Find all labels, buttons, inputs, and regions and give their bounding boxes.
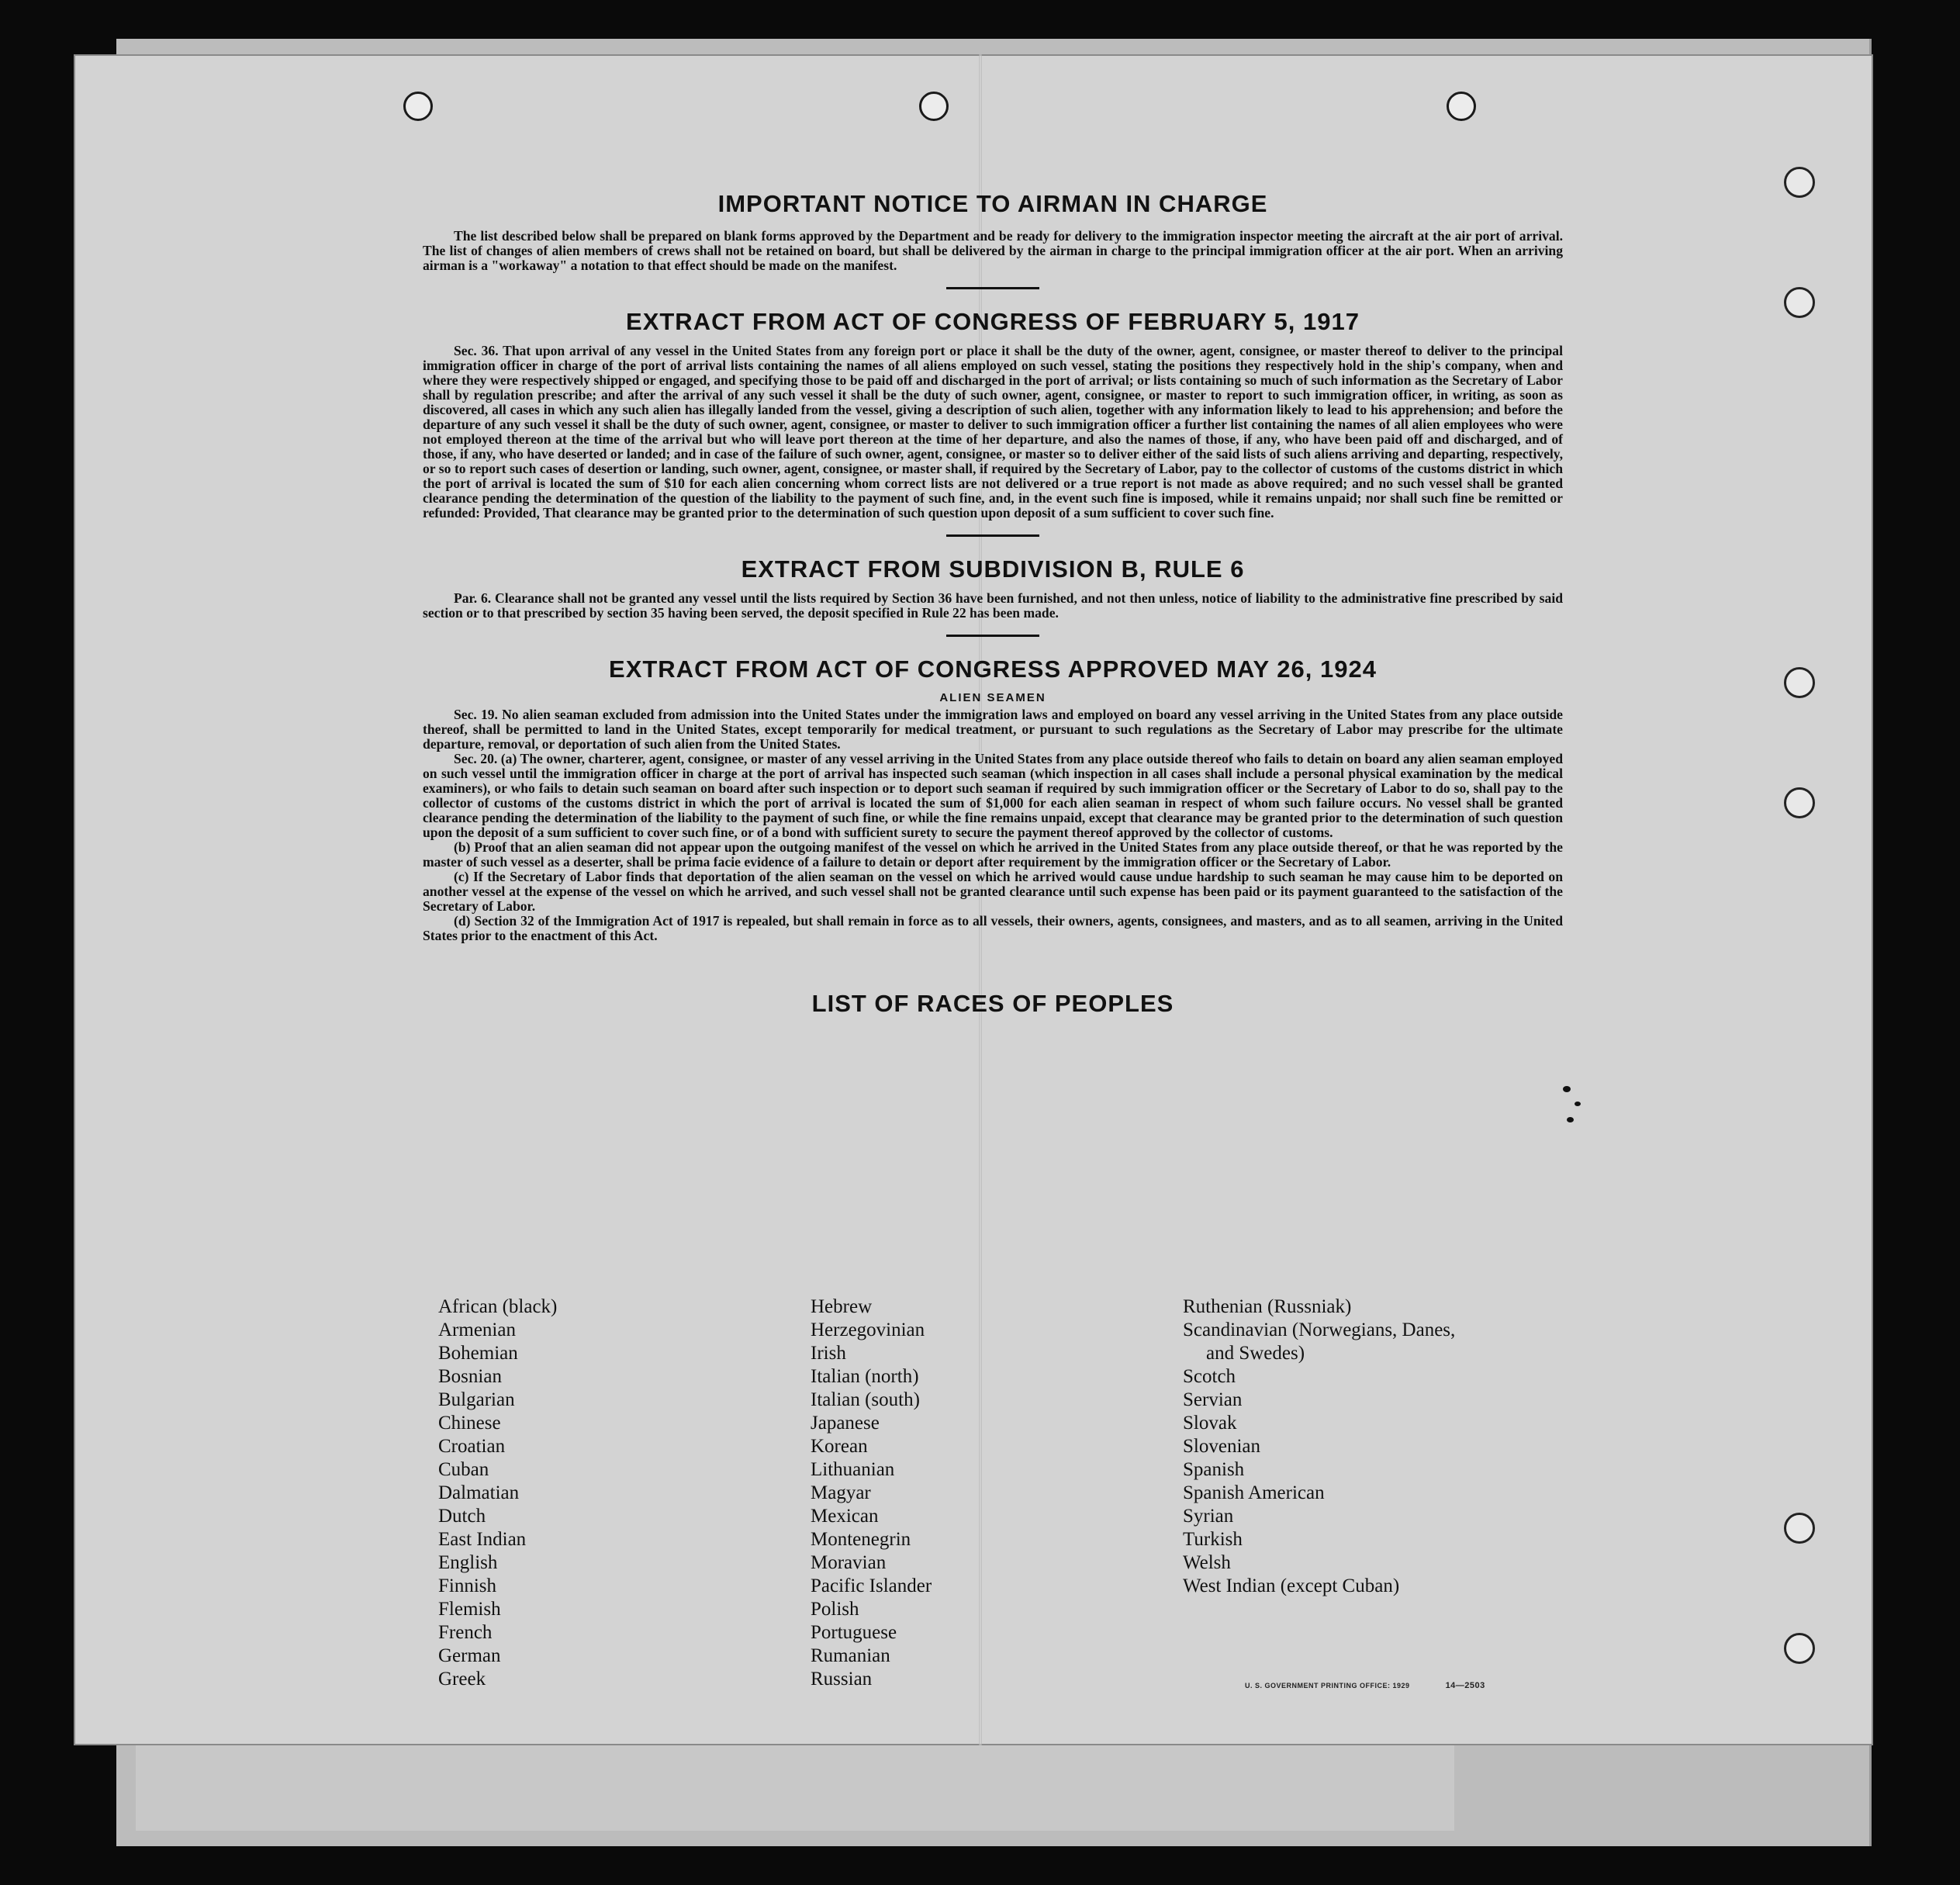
race-item: Spanish American <box>1183 1482 1325 1503</box>
race-item: Finnish <box>438 1575 497 1596</box>
race-item: Scandinavian (Norwegians, Danes, <box>1183 1320 1456 1340</box>
sec20c-text: (c) If the Secretary of Labor finds that deportation of the alien seaman on the vessel on which he arrived would cause undue hardship to such seaman he may cause him to be deported on another vessel at the expense of the vessel on which he arrived, and such vessel shall not be granted clearance until such expense has been paid or its payment guaranteed to the satisfaction of the Secretary of Labor. <box>423 869 1563 914</box>
main-text <box>423 132 1563 1018</box>
notice-text: The list described below shall be prepared on blank forms approved by the Department and be ready for delivery to the immigration inspector meeting the aircraft at the air port of arrival. The list of changes of alien members of crews shall not be retained on board, but shall be delivered by the airman in charge to the principal immigration officer at the air port. When an arriving airman is a "workaway" a notation to that effect should be made on the manifest. <box>423 228 1563 273</box>
race-item: Spanish <box>1183 1459 1245 1480</box>
race-item: Irish <box>811 1343 846 1364</box>
extract-1924-title: EXTRACT FROM ACT OF CONGRESS APPROVED MAY 26, 1924 <box>609 655 1377 683</box>
punch-hole-top-center <box>919 92 949 121</box>
divider <box>946 635 1039 637</box>
ink-spot <box>1575 1102 1581 1106</box>
race-item: Bulgarian <box>438 1389 515 1410</box>
race-item: Italian (north) <box>811 1366 919 1387</box>
race-item: Korean <box>811 1436 868 1457</box>
ink-spot <box>1563 1086 1571 1092</box>
races-list <box>438 1295 1563 1691</box>
race-item: Dutch <box>438 1506 486 1527</box>
race-item: Pacific Islander <box>811 1575 932 1596</box>
race-item: Flemish <box>438 1599 501 1620</box>
races-title: LIST OF RACES OF PEOPLES <box>811 990 1174 1017</box>
race-item: Portuguese <box>811 1622 897 1643</box>
race-item: Ruthenian (Russniak) <box>1183 1296 1352 1317</box>
race-item: Slovenian <box>1183 1436 1260 1457</box>
race-item: Bosnian <box>438 1366 502 1387</box>
race-item: Italian (south) <box>811 1389 920 1410</box>
punch-hole-side-4 <box>1784 787 1815 818</box>
race-item: Magyar <box>811 1482 871 1503</box>
race-item: Bohemian <box>438 1343 518 1364</box>
race-item: Montenegrin <box>811 1529 911 1550</box>
race-item: Croatian <box>438 1436 506 1457</box>
race-item: Lithuanian <box>811 1459 895 1480</box>
extract-1917-text: Sec. 36. That upon arrival of any vessel in the United States from any foreign port or place it shall be the duty of the owner, agent, consignee, or master thereof to deliver to the principal immigration officer in charge of the port of arrival lists containing the names of all aliens employed on such vessel, stating the positions they respectively hold in the ship's company, when and where they were respectively shipped or engaged, and specifying those to be paid off and discharged in the port of arrival; or lists containing so much of such information as the Secretary of Labor shall by regulation prescribe; and after the arrival of any such vessel it shall be the duty of such owner, agent, consignee, or master to report to such immigration officer, in writing, as soon as discovered, all cases in which any such alien has illegally landed from the vessel, giving a description of such alien, together with any information likely to lead to his apprehension; and before the departure of any such vessel it shall be the duty of such owner, agent, consignee, or master to deliver to such immigration officer a further list containing the names of all alien employees who were not employed thereon at the time of the arrival but who will leave port thereon at the time of her departure, and also the names of those, if any, who have been paid off and discharged, and of those, if any, who have deserted or landed; and in case of the failure of such owner, agent, consignee, or master so to deliver either of the said lists of such aliens arriving and departing, respectively, or so to report such cases of desertion or landing, such owner, agent, consignee, or master shall, if required by the Secretary of Labor, pay to the collector of customs of the customs district in which the port of arrival is located the sum of $10 for each alien concerning whom correct lists are not delivered or a true report is not made as above required; and no such vessel shall be granted clearance pending the determination of the question of the liability to the payment of such fine, and, in the event such fine is imposed, while it remains unpaid; nor shall such fine be remitted or refunded: Provided, That clearance may be granted prior to the determination of such question upon deposit of a sum sufficient to cover such fine. <box>423 343 1563 521</box>
race-item: Welsh <box>1183 1552 1231 1573</box>
race-item: Polish <box>811 1599 859 1620</box>
punch-hole-side-6 <box>1784 1633 1815 1664</box>
race-item: Herzegovinian <box>811 1320 925 1340</box>
race-item: Mexican <box>811 1506 879 1527</box>
races-column-3 <box>1183 1295 1532 1691</box>
punch-hole-side-1 <box>1784 167 1815 198</box>
race-item: Syrian <box>1183 1506 1234 1527</box>
races-column-1 <box>438 1295 811 1691</box>
race-item: East Indian <box>438 1529 527 1550</box>
race-item: French <box>438 1622 493 1643</box>
divider <box>946 534 1039 537</box>
punch-hole-side-5 <box>1784 1513 1815 1544</box>
race-item: Hebrew <box>811 1296 873 1317</box>
punch-hole-side-3 <box>1784 667 1815 698</box>
sec20d-text: (d) Section 32 of the Immigration Act of 1917 is repealed, but shall remain in force as to all vessels, their owners, agents, consignees, and masters, and as to all seamen, arriving in the United States prior to the enactment of this Act. <box>423 913 1563 943</box>
race-item: Chinese <box>438 1413 501 1434</box>
race-item: English <box>438 1552 498 1573</box>
race-item: Rumanian <box>811 1645 890 1666</box>
punch-hole-top-right <box>1447 92 1476 121</box>
notice-title: IMPORTANT NOTICE TO AIRMAN IN CHARGE <box>717 190 1268 217</box>
form-number: 14—2503 <box>1445 1681 1485 1690</box>
divider <box>946 287 1039 289</box>
race-item: Cuban <box>438 1459 489 1480</box>
race-item: Moravian <box>811 1552 887 1573</box>
rule6-text: Par. 6. Clearance shall not be granted any vessel until the lists required by Section 36 have been furnished, and not then unless, notice of liability to the administrative fine prescribed by said section or to that prescribed by section 35 having been served, the deposit specified in Rule 22 has been made. <box>423 590 1563 621</box>
race-item: Greek <box>438 1669 486 1690</box>
race-item: Turkish <box>1183 1529 1243 1550</box>
race-item: Scotch <box>1183 1366 1236 1387</box>
race-item: Japanese <box>811 1413 880 1434</box>
punch-hole-side-2 <box>1784 287 1815 318</box>
race-item: Russian <box>811 1669 873 1690</box>
punch-hole-top-left <box>403 92 433 121</box>
sec20a-text: Sec. 20. (a) The owner, charterer, agent, consignee, or master of any vessel arriving in the United States from any place outside thereof who fails to detain on board any alien seaman employed on such vessel until the immigration officer in charge at the port of arrival has inspected such seaman (which inspection in all cases shall include a personal physical examination by the medical examiners), or who fails to detain such seaman on board after such inspection or to deport such seaman if required by such immigration officer or the Secretary of Labor to do so, shall pay to the collector of customs of the customs district in which the port of arrival is located the sum of $1,000 for each alien seaman in respect of whom such failure occurs. No vessel shall be granted clearance pending the determination of the liability to the payment of such fine, or while the fine remains unpaid, except that clearance may be granted prior to the determination of such question upon the deposit of a sum sufficient to cover such fine, or of a bond with sufficient surety to secure the payment thereof approved by the collector of customs. <box>423 751 1563 840</box>
ink-spot <box>1567 1117 1574 1122</box>
race-item: and Swedes) <box>1206 1343 1305 1364</box>
race-item: Slovak <box>1183 1413 1237 1434</box>
race-item: Dalmatian <box>438 1482 520 1503</box>
race-item: German <box>438 1645 501 1666</box>
race-item: Servian <box>1183 1389 1243 1410</box>
race-item: African (black) <box>438 1296 558 1317</box>
printer-imprint: U. S. GOVERNMENT PRINTING OFFICE: 1929 <box>1245 1682 1410 1690</box>
race-item: Armenian <box>438 1320 516 1340</box>
sec19-text: Sec. 19. No alien seaman excluded from admission into the United States under the immigration laws and employed on board any vessel arriving in the United States from any place outside thereof, shall be permitted to land in the United States, except temporarily for medical treatment, or pursuant to such regulations as the Secretary of Labor may prescribe for the ultimate departure, removal, or deportation of such alien from the United States. <box>423 707 1563 752</box>
underlying-sheet-edge <box>136 1745 1454 1831</box>
alien-seamen-subtitle: ALIEN SEAMEN <box>939 691 1046 704</box>
sec20b-text: (b) Proof that an alien seaman did not appear upon the outgoing manifest of the vessel on which he arrived in the United States from any place outside thereof, or that he was reported by the master of such vessel as a deserter, shall be prima facie evidence of a failure to detain or deport after requirement by the immigration officer or the Secretary of Labor. <box>423 839 1563 870</box>
race-item: West Indian (except Cuban) <box>1183 1575 1400 1596</box>
print-footer <box>1245 1681 1485 1690</box>
extract-1917-title: EXTRACT FROM ACT OF CONGRESS OF FEBRUARY 5, 1917 <box>626 308 1360 335</box>
rule6-title: EXTRACT FROM SUBDIVISION B, RULE 6 <box>741 555 1245 583</box>
races-column-2 <box>811 1295 1183 1691</box>
